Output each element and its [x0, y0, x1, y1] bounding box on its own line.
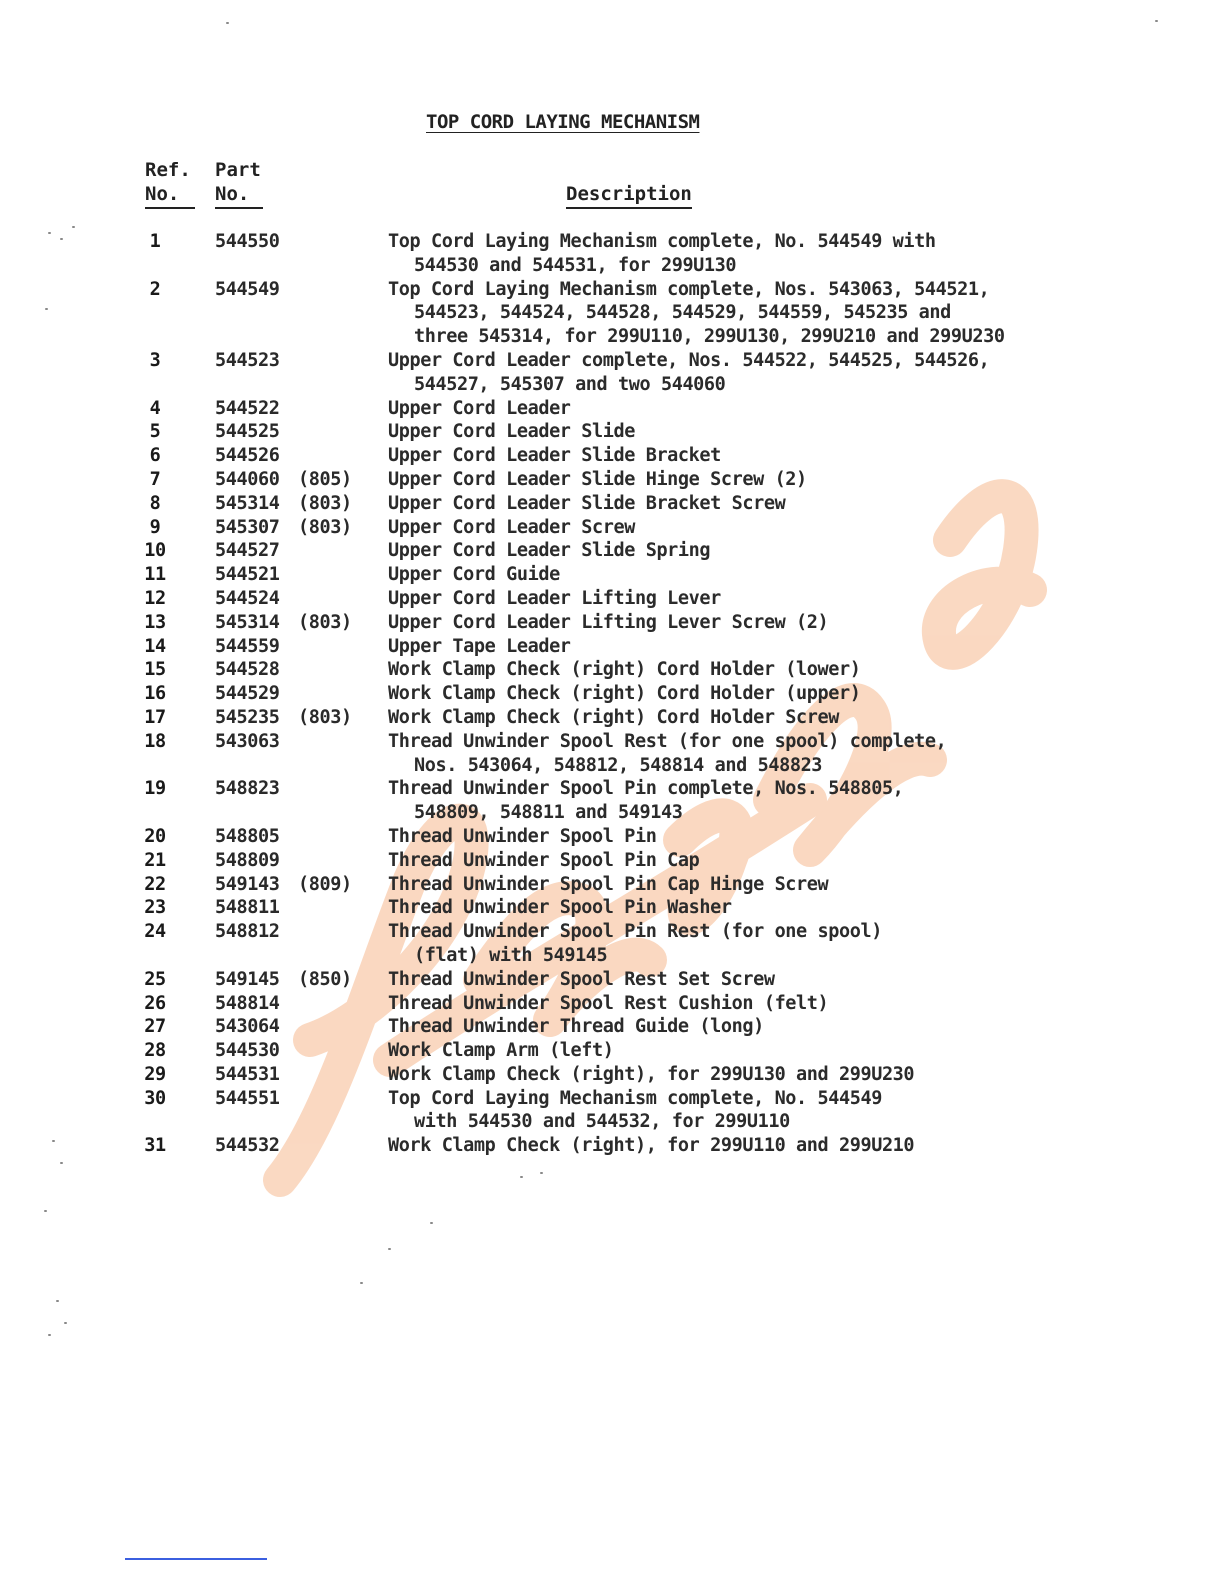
ref-number: 10	[144, 540, 166, 562]
table-row	[0, 1087, 1224, 1135]
table-row	[0, 611, 1224, 635]
description-line: 544530 and 544531, for 299U130	[414, 254, 737, 276]
part-description	[388, 468, 1224, 492]
part-description	[388, 420, 1224, 444]
speck	[60, 1162, 63, 1164]
table-row	[0, 706, 1224, 730]
ref-number: 20	[144, 825, 166, 847]
ref-number: 16	[144, 683, 166, 705]
part-number: 544522	[215, 397, 280, 419]
part-number: 549143	[215, 873, 280, 895]
table-row	[0, 587, 1224, 611]
part-number: 548812	[215, 921, 280, 943]
part-number: 548809	[215, 849, 280, 871]
part-number: 544532	[215, 1135, 280, 1157]
part-description	[388, 658, 1224, 682]
ref-number: 28	[144, 1040, 166, 1062]
screw-code: (809)	[298, 873, 352, 895]
table-row	[0, 1063, 1224, 1087]
description-line: 544523, 544524, 544528, 544529, 544559, 545235 and	[414, 302, 951, 324]
ref-number: 31	[144, 1135, 166, 1157]
description-line: Nos. 543064, 548812, 548814 and 548823	[414, 754, 823, 776]
ref-header-line1: Ref.	[145, 159, 191, 181]
part-number: 544527	[215, 540, 280, 562]
speck	[45, 308, 48, 310]
ref-number: 23	[144, 897, 166, 919]
table-row	[0, 420, 1224, 444]
speck	[430, 1222, 433, 1224]
description-line: Thread Unwinder Spool Pin	[388, 825, 657, 847]
description-line: Top Cord Laying Mechanism complete, Nos. 543063, 544521,	[388, 278, 990, 300]
ref-number: 18	[144, 730, 166, 752]
table-row	[0, 730, 1224, 778]
description-line: Thread Unwinder Spool Pin Cap	[388, 849, 700, 871]
description-line: Upper Cord Leader Slide Bracket	[388, 445, 721, 467]
description-line: Upper Cord Leader Lifting Lever Screw (2)	[388, 611, 829, 633]
part-description	[388, 992, 1224, 1016]
part-description	[388, 539, 1224, 563]
speck	[72, 226, 75, 228]
ref-number: 21	[144, 849, 166, 871]
table-row	[0, 920, 1224, 968]
part-number: 548814	[215, 992, 280, 1014]
description-line: Upper Cord Leader Screw	[388, 516, 635, 538]
ref-number: 3	[149, 349, 161, 371]
part-number: 544526	[215, 445, 280, 467]
description-header-label: Description	[566, 182, 692, 209]
part-number: 543064	[215, 1016, 280, 1038]
part-no-header	[215, 158, 263, 209]
part-number: 543063	[215, 730, 280, 752]
table-row	[0, 468, 1224, 492]
speck	[48, 1334, 51, 1336]
description-line: Upper Cord Leader Slide Hinge Screw (2)	[388, 468, 807, 490]
ref-number: 17	[144, 706, 166, 728]
part-number: 544530	[215, 1040, 280, 1062]
ref-number: 27	[144, 1016, 166, 1038]
table-row	[0, 873, 1224, 897]
description-line: Thread Unwinder Spool Pin Washer	[388, 897, 732, 919]
table-row	[0, 777, 1224, 825]
part-description	[388, 920, 1224, 968]
speck	[540, 1172, 543, 1174]
table-row	[0, 397, 1224, 421]
part-description	[388, 849, 1224, 873]
part-description	[388, 1134, 1224, 1158]
part-description	[388, 587, 1224, 611]
description-line: 548809, 548811 and 549143	[414, 802, 683, 824]
part-description	[388, 896, 1224, 920]
description-line: Work Clamp Check (right), for 299U110 and 299U210	[388, 1135, 915, 1157]
part-header-line2: No.	[215, 182, 263, 209]
screw-code: (803)	[298, 611, 352, 633]
ref-number: 7	[149, 468, 161, 490]
part-description	[388, 1015, 1224, 1039]
part-number: 545314	[215, 492, 280, 514]
table-row	[0, 1039, 1224, 1063]
ref-number: 11	[144, 564, 166, 586]
parts-list	[0, 230, 1224, 1158]
description-line: Upper Cord Leader Slide Spring	[388, 540, 711, 562]
table-row	[0, 968, 1224, 992]
part-description	[388, 1087, 1224, 1135]
ref-number: 4	[149, 397, 161, 419]
speck	[388, 1248, 391, 1250]
part-description	[388, 349, 1224, 397]
part-number: 544550	[215, 231, 280, 252]
part-number: 544529	[215, 683, 280, 705]
part-description	[388, 397, 1224, 421]
description-line: Top Cord Laying Mechanism complete, No. 544549 with	[388, 231, 936, 252]
table-row	[0, 444, 1224, 468]
speck	[226, 22, 229, 24]
description-line: Thread Unwinder Spool Pin Cap Hinge Screw	[388, 873, 829, 895]
speck	[1155, 20, 1158, 22]
ref-number: 19	[144, 778, 166, 800]
table-row	[0, 516, 1224, 540]
description-line: Top Cord Laying Mechanism complete, No. 544549	[388, 1087, 882, 1109]
description-header	[566, 182, 692, 209]
description-line: Work Clamp Check (right) Cord Holder (upper)	[388, 683, 861, 705]
description-line: Thread Unwinder Thread Guide (long)	[388, 1016, 764, 1038]
table-row	[0, 992, 1224, 1016]
part-description	[388, 682, 1224, 706]
part-number: 548823	[215, 778, 280, 800]
description-line: Work Clamp Check (right), for 299U130 and 299U230	[388, 1063, 915, 1085]
screw-code: (803)	[298, 492, 352, 514]
ref-header-line2: No.	[145, 182, 195, 209]
ref-number: 6	[149, 445, 161, 467]
table-row	[0, 896, 1224, 920]
description-line: Thread Unwinder Spool Rest Set Screw	[388, 968, 775, 990]
part-number: 544060	[215, 468, 280, 490]
table-row	[0, 635, 1224, 659]
part-number: 544521	[215, 564, 280, 586]
table-row	[0, 825, 1224, 849]
screw-code: (803)	[298, 706, 352, 728]
description-line: with 544530 and 544532, for 299U110	[414, 1111, 790, 1133]
part-description	[388, 873, 1224, 897]
part-number: 544559	[215, 635, 280, 657]
part-number: 544531	[215, 1063, 280, 1085]
part-number: 545235	[215, 706, 280, 728]
part-number: 544551	[215, 1087, 280, 1109]
speck	[44, 1210, 47, 1212]
ref-number: 14	[144, 635, 166, 657]
table-row	[0, 1134, 1224, 1158]
description-line: Upper Cord Leader Lifting Lever	[388, 587, 721, 609]
part-description	[388, 968, 1224, 992]
part-header-line1: Part	[215, 159, 261, 181]
ref-number: 30	[144, 1087, 166, 1109]
screw-code: (805)	[298, 468, 352, 490]
table-row	[0, 539, 1224, 563]
ref-number: 1	[149, 231, 161, 252]
part-description	[388, 825, 1224, 849]
table-row	[0, 849, 1224, 873]
description-line: Thread Unwinder Spool Pin Rest (for one spool)	[388, 921, 882, 943]
ref-number: 22	[144, 873, 166, 895]
screw-code: (850)	[298, 968, 352, 990]
part-number: 548805	[215, 825, 280, 847]
table-row	[0, 658, 1224, 682]
part-description	[388, 492, 1224, 516]
part-description	[388, 611, 1224, 635]
description-line: Upper Cord Leader	[388, 397, 571, 419]
part-number: 544528	[215, 659, 280, 681]
part-description	[388, 777, 1224, 825]
ref-number: 15	[144, 659, 166, 681]
part-number: 544525	[215, 421, 280, 443]
ref-number: 2	[149, 278, 161, 300]
speck	[64, 1322, 67, 1324]
footer-rule	[125, 1558, 267, 1560]
ref-number: 5	[149, 421, 161, 443]
part-number: 544523	[215, 349, 280, 371]
part-description	[388, 1039, 1224, 1063]
speck	[360, 1282, 363, 1284]
part-number: 544524	[215, 587, 280, 609]
description-line: Thread Unwinder Spool Rest (for one spool) complete,	[388, 730, 947, 752]
part-number: 545314	[215, 611, 280, 633]
table-row	[0, 278, 1224, 349]
description-line: Work Clamp Arm (left)	[388, 1040, 614, 1062]
ref-number: 8	[149, 492, 161, 514]
part-number: 548811	[215, 897, 280, 919]
description-line: Upper Cord Guide	[388, 564, 560, 586]
description-line: Upper Tape Leader	[388, 635, 571, 657]
description-line: Upper Cord Leader Slide Bracket Screw	[388, 492, 786, 514]
part-number: 549145	[215, 968, 280, 990]
speck	[60, 238, 63, 240]
description-line: Upper Cord Leader Slide	[388, 421, 635, 443]
part-description	[388, 1063, 1224, 1087]
part-description	[388, 563, 1224, 587]
table-row	[0, 682, 1224, 706]
description-line: Thread Unwinder Spool Pin complete, Nos. 548805,	[388, 778, 904, 800]
description-line: three 545314, for 299U110, 299U130, 299U210 and 299U230	[414, 326, 1005, 348]
speck	[520, 1176, 523, 1178]
part-number: 544549	[215, 278, 280, 300]
part-number: 545307	[215, 516, 280, 538]
ref-number: 12	[144, 587, 166, 609]
table-row	[0, 1015, 1224, 1039]
description-line: 544527, 545307 and two 544060	[414, 373, 726, 395]
description-line: Work Clamp Check (right) Cord Holder Screw	[388, 706, 839, 728]
part-description	[388, 230, 1224, 278]
table-row	[0, 563, 1224, 587]
ref-number: 9	[149, 516, 161, 538]
table-row	[0, 230, 1224, 278]
part-description	[388, 278, 1224, 349]
part-description	[388, 444, 1224, 468]
ref-number: 24	[144, 921, 166, 943]
part-description	[388, 516, 1224, 540]
ref-number: 13	[144, 611, 166, 633]
part-description	[388, 730, 1224, 778]
part-description	[388, 706, 1224, 730]
ref-number: 25	[144, 968, 166, 990]
speck	[52, 1140, 55, 1142]
screw-code: (803)	[298, 516, 352, 538]
ref-number: 26	[144, 992, 166, 1014]
speck	[56, 1300, 59, 1302]
part-description	[388, 635, 1224, 659]
table-row	[0, 349, 1224, 397]
page-title: TOP CORD LAYING MECHANISM	[426, 111, 700, 133]
description-line: Upper Cord Leader complete, Nos. 544522, 544525, 544526,	[388, 349, 990, 371]
description-line: Work Clamp Check (right) Cord Holder (lower)	[388, 659, 861, 681]
table-row	[0, 492, 1224, 516]
speck	[48, 232, 51, 234]
ref-no-header	[145, 158, 195, 209]
ref-number: 29	[144, 1063, 166, 1085]
description-line: Thread Unwinder Spool Rest Cushion (felt)	[388, 992, 829, 1014]
description-line: (flat) with 549145	[414, 944, 608, 966]
